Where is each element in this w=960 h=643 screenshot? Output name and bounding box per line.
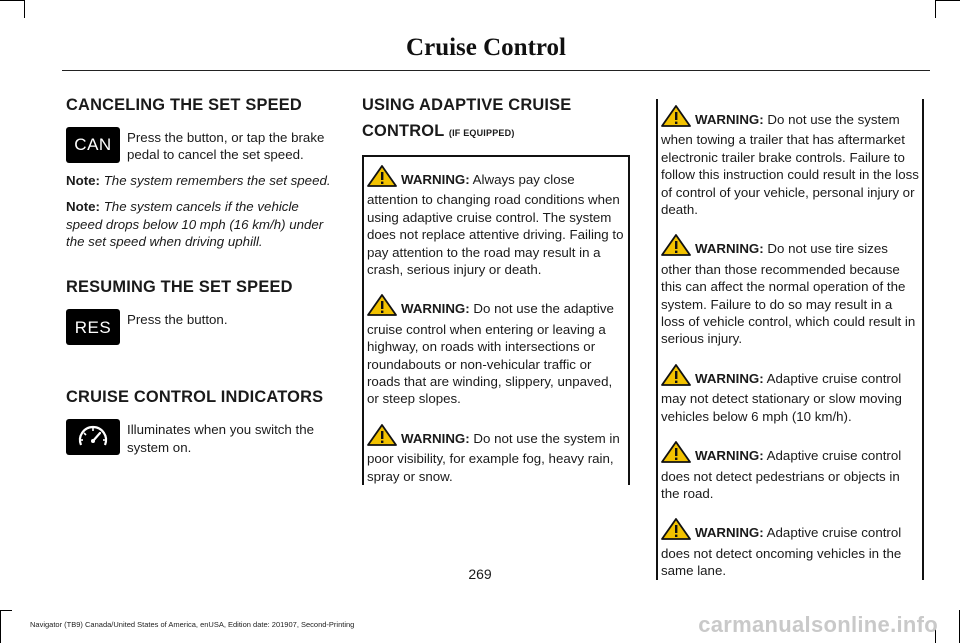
- warning-triangle-icon: [661, 441, 691, 467]
- watermark: carmanualsonline.info: [698, 612, 938, 637]
- speedometer-icon: [66, 419, 120, 455]
- resume-text: Press the button.: [127, 312, 228, 328]
- warning-label: WARNING:: [401, 430, 470, 446]
- page-title: Cruise Control: [406, 34, 566, 61]
- adaptive-heading-word: CONTROL: [362, 122, 445, 140]
- warning-label: WARNING:: [695, 112, 764, 127]
- crop-mark: [935, 0, 936, 18]
- header-divider: [62, 70, 930, 71]
- indicators-heading: CRUISE CONTROL INDICATORS: [66, 388, 324, 407]
- note-remembers: [66, 172, 336, 189]
- warning-triangle-icon: [661, 364, 691, 390]
- warning-text: Adaptive cruise control does not detect pedestrians or objects in the road.: [661, 448, 902, 501]
- cancel-heading: CANCELING THE SET SPEED: [66, 96, 302, 114]
- warning-text: Adaptive cruise control may not detect stationary or slow moving vehicles below 6 mph (10 km/h).: [661, 370, 902, 424]
- warning-text: Do not use tire sizes other than those recommended because this can affect the normal operation of the system. Failure to do so may result in a loss of vehicle control, which could result in serious injury.: [661, 241, 916, 347]
- indicators-row: [66, 419, 336, 456]
- warning-text: Adaptive cruise control does not detect oncoming vehicles in the same lane.: [661, 525, 902, 579]
- warning-triangle-icon: [367, 294, 397, 320]
- warning-item: [367, 165, 625, 278]
- warning-item: [661, 364, 919, 425]
- note-label: Note:: [66, 172, 100, 188]
- warning-triangle-icon: [367, 165, 397, 191]
- warning-item: [367, 294, 625, 407]
- cancel-row: [66, 127, 336, 164]
- warning-text: Do not use the system in poor visibility, for example fog, heavy rain, spray or snow.: [367, 430, 620, 484]
- note-text: The system remembers the set speed.: [103, 172, 331, 188]
- adaptive-heading: USING ADAPTIVE CRUISE: [362, 96, 572, 114]
- column-right: [656, 99, 924, 586]
- column-middle: [362, 95, 630, 491]
- crop-mark: [0, 0, 24, 1]
- warning-label: WARNING:: [401, 172, 470, 187]
- crop-mark: [936, 0, 960, 1]
- note-text: The system cancels if the vehicle speed drops below 10 mph (16 km/h) under the set speed when driving uphill.: [66, 199, 324, 250]
- warning-text: Do not use the adaptive cruise control when entering or leaving a highway, on roads with intersections or roundabouts or non-vehicular traffic or roads that are winding, slippery, unpaved, or steep slopes.: [367, 301, 614, 407]
- warning-item: [661, 234, 919, 347]
- column-left: [66, 95, 336, 456]
- warning-triangle-icon: [661, 105, 691, 131]
- indicators-text: Illuminates when you switch the system on.: [127, 422, 314, 455]
- crop-mark: [0, 610, 1, 643]
- warning-label: WARNING:: [401, 301, 470, 317]
- warning-label: WARNING:: [695, 448, 764, 464]
- resume-heading: RESUMING THE SET SPEED: [66, 278, 293, 297]
- page-number: 269: [468, 566, 492, 582]
- resume-row: [66, 309, 336, 345]
- warning-box: [362, 155, 630, 485]
- warning-triangle-icon: [661, 518, 691, 544]
- warning-label: WARNING:: [695, 525, 764, 541]
- warning-label: WARNING:: [695, 241, 764, 257]
- adaptive-heading-line2: [362, 121, 630, 143]
- cancel-text: Press the button, or tap the brake pedal to cancel the set speed.: [127, 130, 325, 163]
- if-equipped-label: (IF EQUIPPED): [448, 128, 515, 138]
- warning-label: WARNING:: [695, 370, 764, 386]
- note-label: Note:: [66, 199, 100, 215]
- warning-item: [367, 424, 625, 485]
- note-cancels: [66, 198, 336, 250]
- warning-box: [656, 99, 924, 580]
- warning-triangle-icon: [661, 234, 691, 260]
- cancel-button-icon: CAN: [66, 127, 120, 163]
- warning-item: [661, 105, 919, 218]
- warning-item: [661, 441, 919, 502]
- warning-text: Do not use the system when towing a trailer that has aftermarket electronic trailer brake controls. Failure to follow this instruction could result in the loss of control of your vehicle, personal injury or death.: [661, 112, 919, 218]
- crop-mark: [0, 610, 12, 611]
- crop-mark: [24, 0, 25, 18]
- resume-button-icon: RES: [66, 309, 120, 345]
- edition-footer: Navigator (TB9) Canada/United States of America, enUSA, Edition date: 201907, Second-Printing: [30, 620, 355, 629]
- warning-text: Always pay close attention to changing road conditions when using adaptive cruise control. The system does not replace attentive driving. Failing to pay attention to the road may result in a crash, serious injury or death.: [367, 172, 624, 278]
- warning-triangle-icon: [367, 424, 397, 450]
